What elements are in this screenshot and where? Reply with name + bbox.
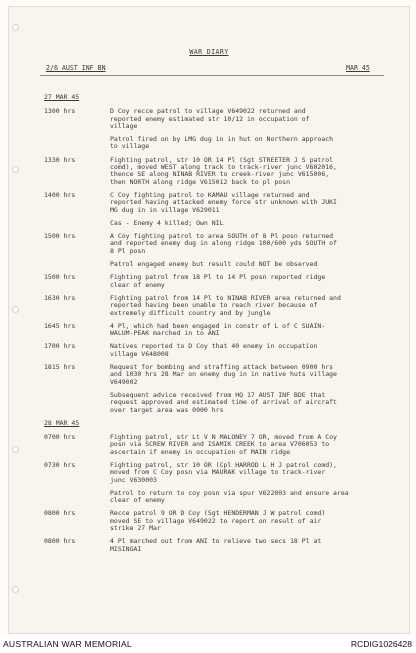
entry-text xyxy=(110,274,384,289)
binder-hole xyxy=(12,306,19,313)
diary-entry xyxy=(44,233,384,268)
entry-paragraph: Fighting patrol, str 10 OR 14 Pl (Sgt STREETER J S patrol comd), moved WEST along track to track-river junc V602016, thence SE along NINAB RIVER to creek-river junc V615006, then NORTH along ridge V615012 back to pl posn xyxy=(110,155,337,186)
entry-paragraph: D Coy recce patrol to village V649022 returned and reported enemy estimated str 10/12 in occupation of village xyxy=(110,107,310,130)
diary-date: 28 MAR 45 xyxy=(44,418,80,427)
entry-time: 1330 hrs xyxy=(44,155,76,164)
diary-entry xyxy=(44,157,384,186)
diary-entry xyxy=(44,510,384,532)
page-title: WAR DIARY xyxy=(189,48,229,56)
entry-paragraph: Patrol to return to coy posn via spur V622003 and ensure area clear of enemy xyxy=(110,488,349,505)
entry-text xyxy=(110,192,384,227)
diary-entries xyxy=(44,94,384,559)
entry-paragraph: Fighting patrol, str 10 OR (Cpl HARROD L H J patrol comd), moved from C Coy posn via MAURAK village to track-river junc V630003 xyxy=(110,460,337,484)
entry-time: 0700 hrs xyxy=(44,433,76,442)
unit-name: 2/6 AUST INF BN xyxy=(46,64,106,72)
entry-paragraph: Patrol fired on by LMG dug in in hut on Northern approach to village xyxy=(110,135,334,151)
diary-page xyxy=(8,6,410,634)
footer-bar xyxy=(0,636,416,653)
entry-paragraph: Recce patrol 9 OR D Coy (Sgt HENDERMAN J W patrol comd) moved SE to village V649022 to report on result of air strike 27 Mar xyxy=(110,509,326,533)
binder-hole xyxy=(12,446,19,453)
diary-date: 27 MAR 45 xyxy=(44,93,80,101)
footer-source: AUSTRALIAN WAR MEMORIAL xyxy=(3,639,132,649)
diary-entry xyxy=(44,538,384,553)
entry-time: 1630 hrs xyxy=(44,293,76,302)
entry-time: 0800 hrs xyxy=(44,537,76,546)
diary-entry xyxy=(44,462,384,504)
entry-paragraph: Cas - Enemy 4 killed; Own NIL xyxy=(110,218,224,227)
diary-entry xyxy=(44,274,384,289)
entry-time: 1500 hrs xyxy=(44,273,76,282)
entry-time: 1400 hrs xyxy=(44,190,76,199)
entry-paragraph: Fighting patrol from 18 Pl to 14 Pl posn reported ridge clear of enemy xyxy=(110,273,326,289)
entry-paragraph: 4 Pl marched out from ANI to relieve two secs 18 Pl at MISINGAI xyxy=(110,537,322,553)
entry-time: 0730 hrs xyxy=(44,460,76,469)
diary-entry xyxy=(44,192,384,227)
entry-text xyxy=(110,233,384,268)
entry-paragraph: Fighting patrol from 14 Pl to NINAB RIVER area returned and reported having been unable to reach river because of extremely difficult country and by jungle xyxy=(110,293,341,317)
footer-reference: RCDIG1026428 xyxy=(350,639,412,649)
entry-text xyxy=(110,364,384,414)
entry-paragraph: Fighting patrol, str Lt V N MALONEY 7 OR, moved from A Coy posn via SCREW RIVER and ISAMIK CREEK to area V706053 to ascertain if enemy in occupation of MAIN ridge xyxy=(110,433,337,456)
binder-hole xyxy=(12,586,19,593)
entry-text xyxy=(110,343,384,358)
entry-time: 1700 hrs xyxy=(44,342,76,351)
entry-text xyxy=(110,295,384,317)
entry-text xyxy=(110,434,384,456)
entry-time: 1500 hrs xyxy=(44,232,76,241)
diary-entry xyxy=(44,364,384,414)
entry-paragraph: A Coy fighting patrol to area SOUTH of 8 Pl posn returned and reported enemy dug in along ridge 100/600 yds SOUTH of 8 Pl posn xyxy=(110,232,337,255)
entry-time: 1815 hrs xyxy=(44,363,76,372)
binder-hole xyxy=(12,166,19,173)
entry-text xyxy=(110,538,384,553)
binder-holes xyxy=(12,6,24,634)
diary-month: MAR 45 xyxy=(346,64,370,72)
entry-paragraph: Natives reported to D Coy that 40 enemy in occupation village V648008 xyxy=(110,342,318,358)
entry-paragraph: Subsequent advice received from HQ 17 AUST INF BDE that request approved and estimated time of arrival of aircraft over target area was 0900 hrs xyxy=(110,390,337,414)
diary-entry xyxy=(44,434,384,456)
entry-time: 1645 hrs xyxy=(44,321,76,330)
entry-paragraph: C Coy fighting patrol to KAMAU village returned and reported having attacked enemy force str unknown with JUKI MG dug in in village V629011 xyxy=(110,190,337,214)
entry-text xyxy=(110,108,384,150)
entry-text xyxy=(110,323,384,338)
entry-text xyxy=(110,157,384,186)
diary-entry xyxy=(44,343,384,358)
entry-text xyxy=(110,462,384,504)
diary-entry xyxy=(44,295,384,317)
entry-time: 0800 hrs xyxy=(44,509,76,518)
entry-paragraph: Patrol engaged enemy but result could NOT be observed xyxy=(110,260,318,269)
entry-paragraph: Request for bombing and straffing attack between 0900 hrs and 1030 hrs 28 Mar on enemy dug in in native huts village V649002 xyxy=(110,363,337,386)
entry-text xyxy=(110,510,384,532)
header-divider xyxy=(40,75,384,76)
diary-entry xyxy=(44,108,384,150)
binder-hole xyxy=(12,24,19,31)
entry-paragraph: 4 Pl, which had been engaged in constr of L of C SUAIN- WALUM-PEAK marched in to ANI xyxy=(110,321,326,338)
entry-time: 1300 hrs xyxy=(44,107,76,116)
diary-entry xyxy=(44,323,384,338)
